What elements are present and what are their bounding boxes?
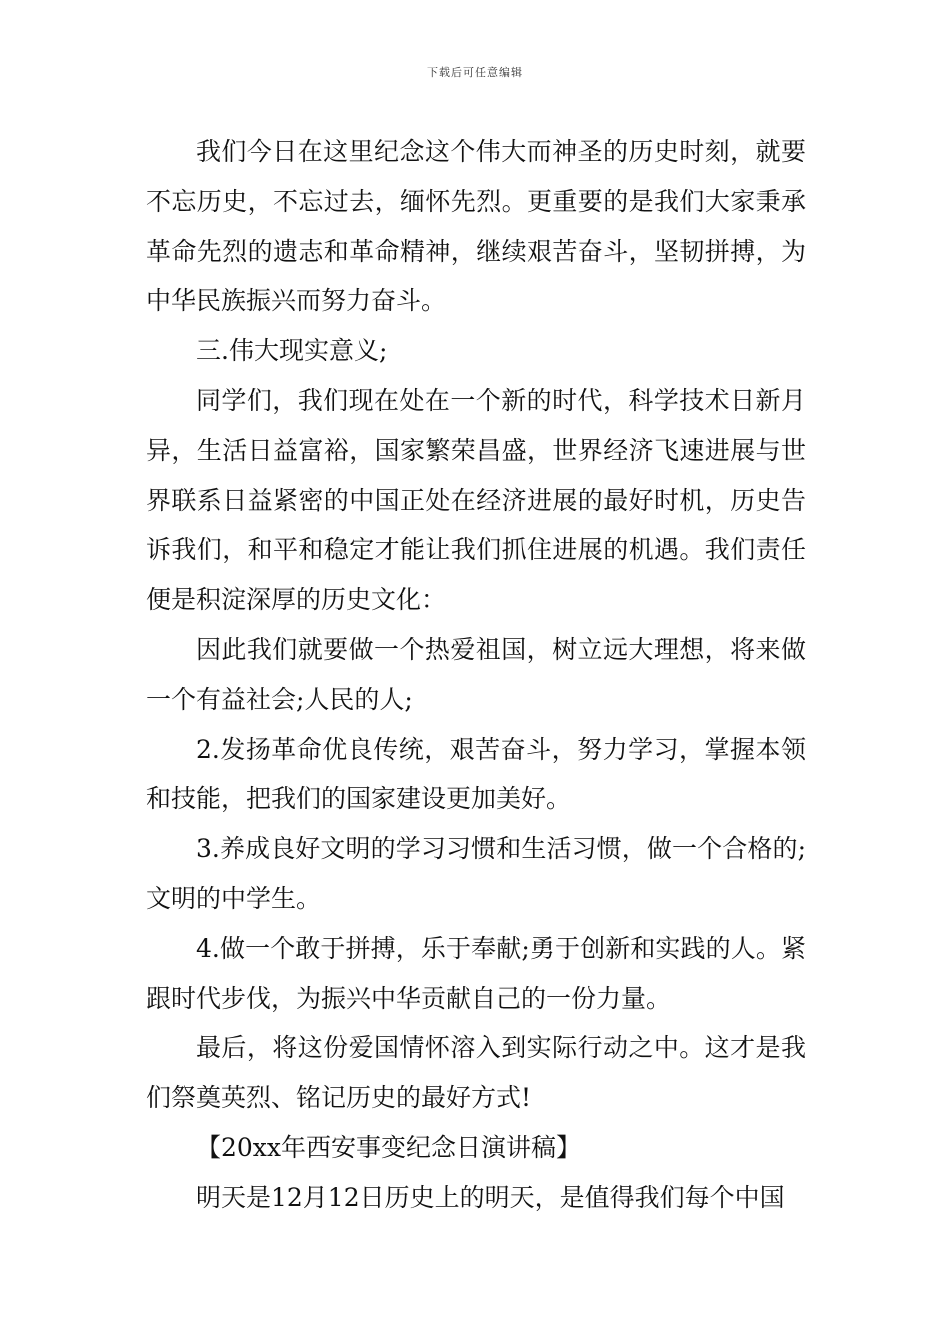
paragraph: 因此我们就要做一个热爱祖国，树立远大理想，将来做一个有益社会;人民的人;	[146, 634, 806, 714]
paragraph: 最后，将这份爱国情怀溶入到实际行动之中。这才是我们祭奠英烈、铭记历史的最好方式!	[146, 1033, 806, 1113]
list-item: 3.养成良好文明的学习习惯和生活习惯，做一个合格的;文明的中学生。	[146, 834, 806, 913]
list-item: 4.做一个敢于拼搏，乐于奉献;勇于创新和实践的人。紧跟时代步伐，为振兴中华贡献自己的一份力量。	[146, 933, 806, 1013]
header-note: 下载后可任意编辑	[427, 66, 523, 79]
paragraph: 明天是12月12日历史上的明天，是值得我们每个中国	[196, 1182, 785, 1212]
paragraph: 我们今日在这里纪念这个伟大而神圣的历史时刻，就要不忘历史，不忘过去，缅怀先烈。更重要的是我们大家秉承革命先烈的遗志和革命精神，继续艰苦奋斗，坚韧拼搏，为中华民族振兴而努力奋斗。	[146, 137, 806, 316]
list-item: 2.发扬革命优良传统，艰苦奋斗，努力学习，掌握本领和技能，把我们的国家建设更加美好。	[146, 734, 806, 814]
document-body	[146, 127, 806, 1223]
paragraph: 同学们，我们现在处在一个新的时代，科学技术日新月异，生活日益富裕，国家繁荣昌盛，世界经济飞速进展与世界联系日益紧密的中国正处在经济进展的最好时机，历史告诉我们，和平和稳定才能让我们抓住进展的机遇。我们责任便是积淀深厚的历史文化：	[146, 385, 806, 615]
article-title: 【20xx年西安事变纪念日演讲稿】	[196, 1132, 582, 1162]
section-heading: 三.伟大现实意义;	[196, 336, 388, 366]
